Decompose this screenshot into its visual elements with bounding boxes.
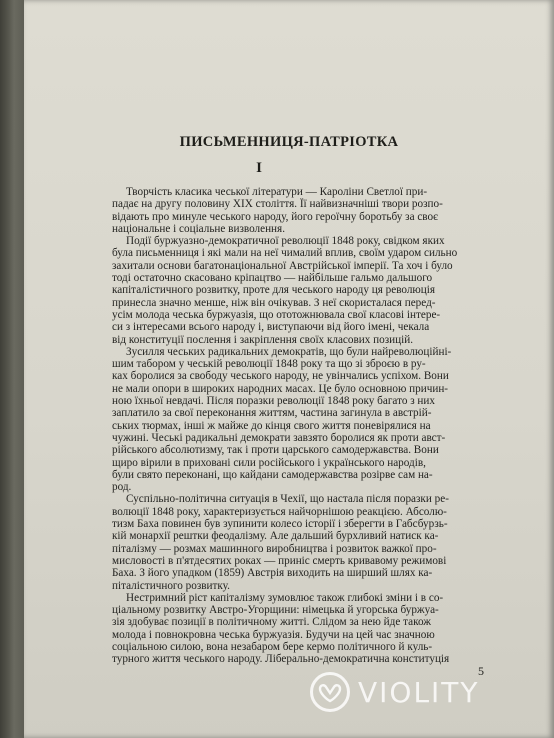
text-line: чужині. Чеські радикальні демократи завзято боролися як проти авст-: [112, 431, 446, 444]
text-line: ціальному розвитку Австро-Угорщини: німецька й угорська буржуа-: [112, 604, 439, 617]
text-line: соціальною силою, вона незабаром бере кермо політичного й куль-: [112, 640, 433, 653]
text-line: була письменниця і які мали на неї чималий вплив, своїм ударом сильно: [112, 247, 458, 260]
text-line: національне і соціальне визволення.: [112, 222, 285, 235]
text-line: Нестримний ріст капіталізму зумовлює також глибокі зміни і в со-: [126, 591, 444, 604]
page-number: 5: [478, 664, 484, 678]
text-line: ною їхньої невдачі. Після поразки революції 1848 року багато з них: [112, 395, 435, 408]
text-line: ках боролися за свободу чеського народу, не увінчались успіхом. Вони: [112, 370, 449, 383]
text-line: шим табором у чеській революції 1848 року та що зі зброєю в ру-: [112, 358, 426, 371]
watermark: [310, 668, 550, 716]
text-line: не мали опори в широких народних масах. Це було основною причин-: [112, 382, 449, 395]
text-line: піталістичного розвитку.: [112, 579, 230, 592]
text-line: принесла значно менше, ніж він очікував. З неї скористалася перед-: [112, 296, 436, 309]
text-line: рійського абсолютизму, так і проти царського самодержавства. Вони: [112, 444, 439, 457]
text-line: ських тюрмах, інші ж майже до кінця свого життя поневірялися на: [112, 419, 431, 432]
text-line: си з інтересами всього народу і, виступаючи від його імені, чекала: [112, 321, 430, 334]
text-line: турного життя чеського народу. Ліберально-демократична конституція: [112, 653, 450, 666]
text-line: кій монархії рештки феодалізму. Але дальший бурхливий натиск ка-: [112, 530, 439, 543]
text-line: Баха. З його упадком (1859) Австрія виходить на ширший шлях ка-: [112, 567, 433, 580]
book-page: [24, 0, 554, 738]
text-line: Події буржуазно-демократичної революції 1848 року, свідком яких: [126, 235, 445, 248]
text-line: зія здобуває позиції в політичному житті. Слідом за нею йде також: [112, 616, 431, 629]
violity-logo-icon: [310, 672, 350, 712]
text-line: Творчість класика чеської літератури — Кароліни Светлої при-: [126, 186, 428, 198]
text-line: род.: [112, 481, 132, 494]
text-line: захитали основи багатонаціональної Австрійської імперії. Та хоч і було: [112, 259, 453, 272]
text-line: від конституції послення і закріплення своїх класових позицій.: [112, 333, 414, 346]
hand-icon: [317, 681, 343, 703]
text-line: падає на другу половину XIX століття. Її найвизначніші твори розпо-: [112, 198, 443, 211]
text-line: тоді остаточно скасовано кріпацтво — найбільше гальмо дальшого: [112, 272, 433, 285]
watermark-text: VIOLITY: [358, 675, 480, 709]
chapter-title: ПИСЬМЕННИЦЯ-ПАТРІОТКА: [179, 134, 399, 150]
text-line: були свято переконані, що кайдани самодержавства розірве сам на-: [112, 468, 433, 481]
text-line: усім молода чеська буржуазія, що ототожнювала свої класові інтере-: [112, 308, 441, 321]
text-line: Суспільно-політична ситуація в Чехії, що настала після поразки ре-: [126, 493, 449, 506]
text-line: щиро вірили в приховані сили російського і українського народів,: [112, 456, 426, 469]
text-line: тизм Баха повинен був зупинити колесо історії і зберегти в Габсбурзь-: [112, 518, 448, 531]
text-line: мисловості в п'ятдесятих роках — приніс смерть кривавому режимові: [112, 554, 447, 567]
text-line: піталізму — розмах машинного виробництва і розвиток важкої про-: [112, 542, 437, 555]
text-line: відають про минуле чеського народу, його героїчну боротьбу за своє: [112, 210, 438, 223]
body-text: [112, 186, 522, 666]
text-line: Зусилля чеських радикальних демократів, що були найреволюційні-: [126, 345, 452, 358]
text-line: заплатило за свої переконання життям, частина загинула в австрій-: [112, 407, 432, 420]
text-line: волюції 1848 року, характеризується найчорнішою реакцією. Абсолю-: [112, 505, 447, 518]
section-number: I: [256, 160, 262, 176]
text-line: капіталістичного розвитку, проте для чеського народу ця революція: [112, 284, 436, 297]
text-line: молода і повнокровна чеська буржуазія. Будучи на цей час значною: [112, 628, 435, 641]
